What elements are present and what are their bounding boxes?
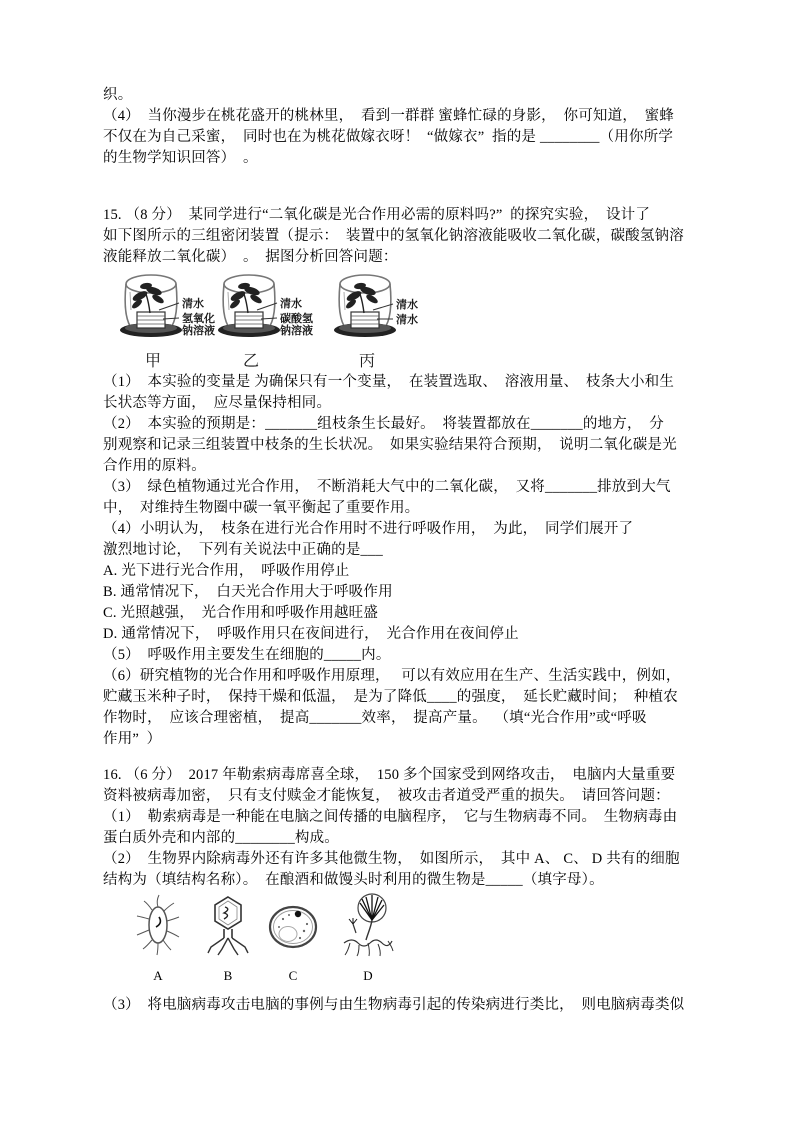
jar-name-label: 丙: [359, 353, 376, 370]
q15-header-line2: 如下图所示的三组密闭装置（提示： 装置中的氢氧化钠溶液能吸收二氧化碳，碳酸氢钠溶: [103, 228, 684, 244]
q15-option-d: D. 通常情况下， 呼吸作用只在夜间进行， 光合作用在夜间停止: [103, 626, 519, 642]
q16-header-line2: 资料被病毒加密， 只有支付赎金才能恢复， 被攻击者道受严重的损失。 请回答问题：: [103, 788, 670, 804]
microorganisms-figure: [103, 891, 694, 995]
bell-jar-icon: [211, 270, 331, 370]
q16-item2-line2: 结构为（填结构名称）。 在酿酒和做馒头时利用的微生物是_____（填字母）。: [103, 872, 604, 888]
q16-header-line1: 16. （6 分） 2017 年勒索病毒席喜全球， 150 多个国家受到网络攻击， 电脑内大量重要: [103, 767, 676, 783]
bacterium-figure: [128, 891, 188, 984]
sealed-jar-yi: [211, 270, 331, 370]
q15-option-b: B. 通常情况下， 白天光合作用大于呼吸作用: [103, 584, 393, 600]
q15-header-line1: 15. （8 分） 某同学进行“二氧化碳是光合作用必需的原料吗?” 的探究实验， 设计了: [103, 207, 651, 223]
bacteriophage-icon: [198, 891, 258, 961]
q15-item2-line2: 别观察和记录三组装置中枝条的生长状况。 如果实验结果符合预期， 说明二氧化碳是光: [103, 437, 677, 453]
q15-item3-line1: （3） 绿色植物通过光合作用， 不断消耗大气中的二氧化碳， 又将_______排放到大气: [103, 479, 671, 495]
q15-option-a: A. 光下进行光合作用， 呼吸作用停止: [103, 563, 350, 579]
bacteriophage-figure: [198, 891, 258, 984]
paragraph-gap: [103, 750, 694, 765]
q15-item4-line2: 激烈地讨论， 下列有关说法中正确的是___: [103, 542, 383, 558]
q15-item6-line1: （6）研究植物的光合作用和呼吸作用原理， 可以有效应用在生产、生活实践中，例如，: [103, 668, 681, 684]
jar-label-solution-line1: 氢氧化: [182, 313, 215, 325]
jar-label-water: 清水: [182, 298, 204, 310]
mold-fungus-icon: [338, 891, 398, 961]
q14-part4-line2: 不仅在为自己采蜜， 同时也在为桃花做嫁衣呀！ “做嫁衣” 指的是 ________（用你所学: [103, 129, 674, 145]
q15-item1-line1: （1） 本实验的变量是 为确保只有一个变量， 在装置选取、 溶液用量、 枝条大小和生: [103, 374, 675, 390]
organism-label-a: A: [153, 968, 163, 983]
jar-name-label: 乙: [243, 353, 260, 370]
q15-item6-line2: 贮藏玉米种子时， 保持干燥和低温， 是为了降低____的强度， 延长贮藏时间； 种植农: [103, 689, 678, 705]
jar-label-water: 清水: [396, 299, 418, 311]
q16-item1-line1: （1） 勒索病毒是一种能在电脑之间传播的电脑程序， 它与生物病毒不同。 生物病毒由: [103, 809, 678, 825]
jar-name-label: 甲: [145, 353, 162, 370]
jar-label-solution-line1: 碳酸氢: [280, 313, 313, 325]
q15-item1-line2: 长状态等方面， 应尽量保持相同。: [103, 395, 332, 411]
q16-item1-line2: 蛋白质外壳和内部的________构成。: [103, 830, 339, 846]
organism-label-c: C: [288, 968, 298, 983]
yeast-figure: [263, 891, 323, 984]
organism-label-d: D: [363, 968, 373, 983]
organism-label-b: B: [223, 968, 233, 983]
q14-part4-line1: （4） 当你漫步在桃花盛开的桃林里， 看到一群群 蜜蜂忙碌的身影， 你可知道， 蜜蜂: [103, 108, 675, 124]
q15-option-c: C. 光照越强， 光合作用和呼吸作用越旺盛: [103, 605, 379, 621]
q16-item3-line1: （3） 将电脑病毒攻击电脑的事例与由生物病毒引起的传染病进行类比， 则电脑病毒类似: [103, 997, 685, 1013]
q15-item6-line4: 作用” ）: [103, 731, 162, 747]
q14-part4-line3: 的生物学知识回答） 。: [103, 150, 258, 166]
bell-jar-icon: [327, 270, 447, 370]
q15-item2-line3: 合作用的原料。: [103, 458, 206, 474]
q15-item5-line1: （5） 呼吸作用主要发生在细胞的_____内。: [103, 647, 391, 663]
q15-item6-line3: 作物时， 应该合理密植， 提高_______效率， 提高产量。 （填“光合作用”或“呼吸: [103, 710, 647, 726]
q15-item3-line2: 中， 对维持生物圈中碳一氧平衡起了重要作用。: [103, 500, 420, 516]
jar-label-solution-line2: 钠溶液: [182, 325, 215, 337]
q16-item2-line1: （2） 生物界内除病毒外还有许多其他微生物， 如图所示， 其中 A、 C、 D 共有的细胞: [103, 851, 680, 867]
jar-label-water2: 清水: [396, 314, 418, 326]
photosynthesis-experiment-figure: [103, 268, 694, 372]
paragraph-gap: [103, 169, 694, 205]
mold-figure: [338, 891, 398, 984]
q14-continuation-line: 织。: [103, 87, 133, 103]
q15-header-line3: 液能释放二氧化碳） 。 据图分析回答问题：: [103, 249, 398, 265]
jar-label-water: 清水: [280, 298, 302, 310]
jar-label-solution-line2: 钠溶液: [280, 325, 313, 337]
q15-item2-line1: （2） 本实验的预期是：_______组枝条生长最好。 将装置都放在_______的地方， 分: [103, 416, 664, 432]
sealed-jar-bing: [327, 270, 447, 370]
bacterium-icon: [128, 891, 188, 961]
q15-item4-line1: （4）小明认为， 枝条在进行光合作用时不进行呼吸作用， 为此， 同学们展开了: [103, 521, 634, 537]
yeast-cell-icon: [263, 891, 323, 961]
